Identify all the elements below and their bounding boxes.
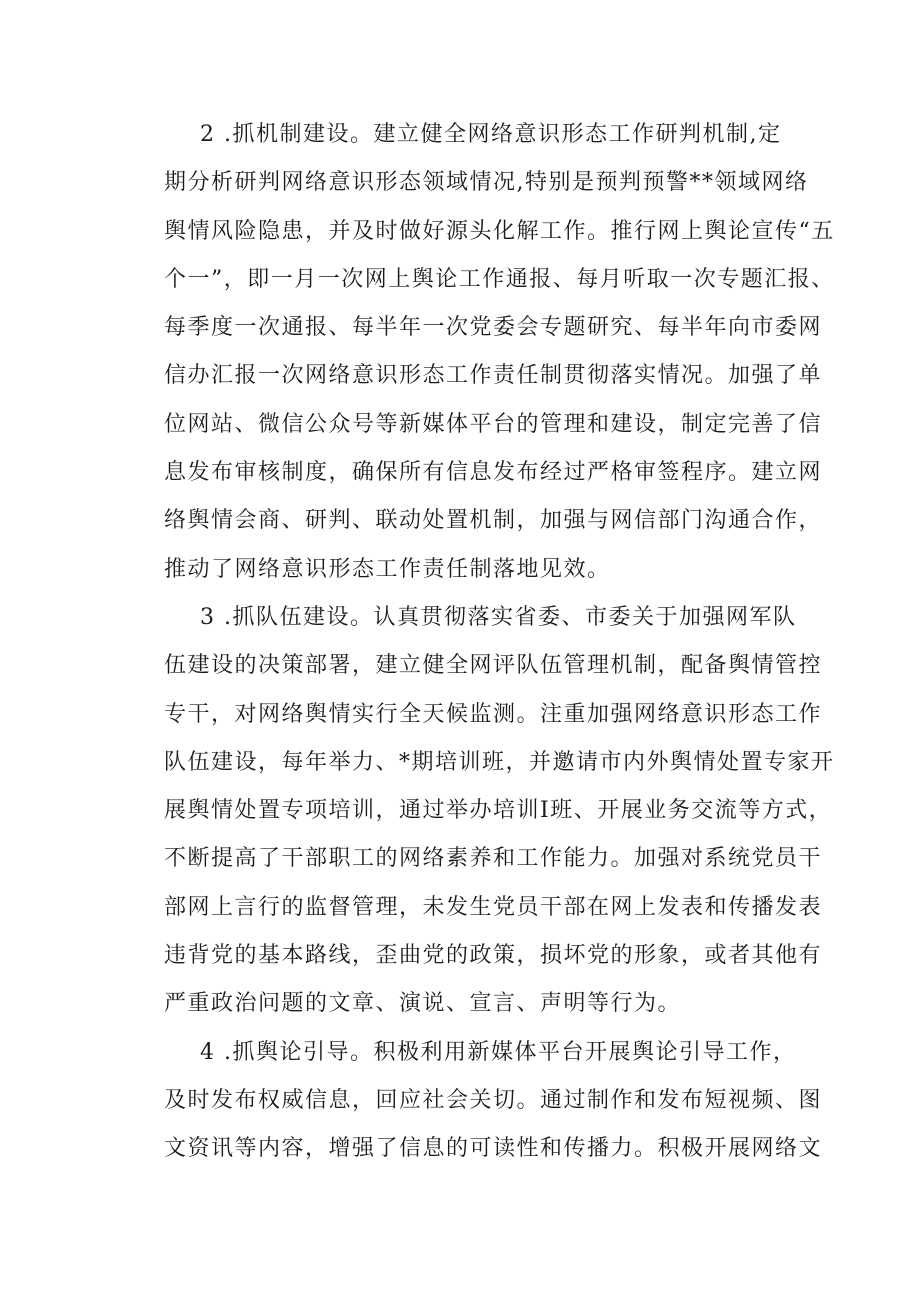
text-line: 舆情风险隐患，并及时做好源头化解工作。推行网上舆论宣传“五 bbox=[164, 218, 835, 244]
text-line: 3 .抓队伍建设。认真贯彻落实省委、市委关于加强网军队 bbox=[200, 604, 797, 630]
text-line: 位网站、微信公众号等新媒体平台的管理和建设，制定完善了信 bbox=[164, 411, 823, 437]
text-line: 违背党的基本路线，歪曲党的政策，损坏党的形象，或者其他有 bbox=[164, 943, 823, 969]
text-line: 队伍建设，每年举力、*期培训班，并邀请市内外舆情处置专家开 bbox=[164, 749, 835, 775]
text-line: 及时发布权威信息，回应社会关切。通过制作和发布短视频、图 bbox=[164, 1087, 823, 1113]
text-line: 息发布审核制度，确保所有信息发布经过严格审签程序。建立网 bbox=[164, 460, 823, 486]
document-body bbox=[164, 111, 835, 1174]
text-line: 期分析研判网络意识形态领域情况,特别是预判预警**领域网络 bbox=[164, 170, 809, 196]
paragraph-mechanism-building bbox=[164, 111, 835, 594]
text-line: 个一”，即一月一次网上舆论工作通报、每月听取一次专题汇报、 bbox=[164, 266, 835, 292]
text-line: 每季度一次通报、每半年一次党委会专题研究、每半年向市委网 bbox=[164, 315, 823, 341]
text-line: 4 .抓舆论引导。积极利用新媒体平台开展舆论引导工作， bbox=[200, 1039, 797, 1065]
text-line: 文资讯等内容，增强了信息的可读性和传播力。积极开展网络文 bbox=[164, 1136, 823, 1162]
text-line: 2 .抓机制建设。建立健全网络意识形态工作研判机制,定 bbox=[200, 122, 782, 147]
text-line: 部网上言行的监督管理，未发生党员干部在网上发表和传播发表 bbox=[164, 894, 823, 920]
text-line: 不断提高了干部职工的网络素养和工作能力。加强对系统党员干 bbox=[164, 846, 823, 872]
text-line: 严重政治问题的文章、演说、宣言、声明等行为。 bbox=[164, 991, 682, 1017]
text-line: 信办汇报一次网络意识形态工作责任制贯彻落实情况。加强了单 bbox=[164, 363, 823, 389]
text-line: 专干，对网络舆情实行全天候监测。注重加强网络意识形态工作 bbox=[164, 701, 823, 727]
text-line: 伍建设的决策部署，建立健全网评队伍管理机制，配备舆情管控 bbox=[164, 653, 823, 679]
paragraph-team-building bbox=[164, 594, 835, 1029]
text-line: 推动了网络意识形态工作责任制落地见效。 bbox=[164, 556, 611, 582]
paragraph-public-opinion-guidance bbox=[164, 1029, 823, 1174]
text-line: 络舆情会商、研判、联动处置机制，加强与网信部门沟通合作， bbox=[164, 508, 823, 534]
text-line: 展舆情处置专项培训，通过举办培训I班、开展业务交流等方式， bbox=[164, 798, 833, 824]
